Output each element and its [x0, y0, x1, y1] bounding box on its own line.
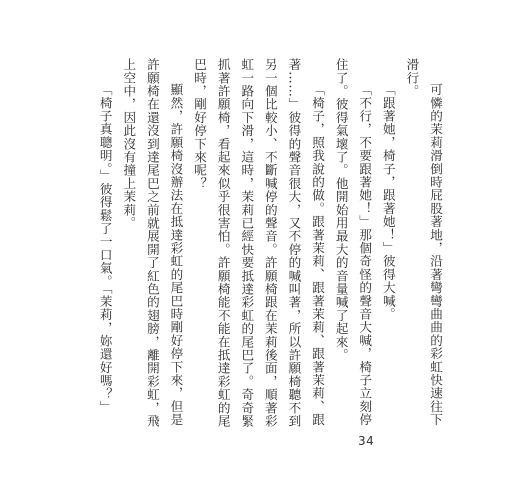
paragraph: 「椅子真聰明。」彼得鬆了一口氣。「茉莉，妳還好嗎？」 [97, 83, 113, 414]
paragraph: 可憐的茉莉滑倒時屁股著地，沿著彎彎曲曲的彩虹快速往下滑行。 [404, 58, 443, 427]
paragraph: 「不行，不要跟著她！」那個奇怪的聲音大喊，椅子立刻停住了。彼得氣壞了。他開始用最大的音量喊了起來。 [333, 58, 373, 427]
paragraph: 「跟著她，椅子，跟著她！」彼得大喊。 [380, 83, 396, 321]
paragraph: 顯然，許願椅沒辦法在抵達彩虹的尾巴時剛好停下來，但是許願椅在還沒到達尾巴之前就展開了紅色的翅膀，離開彩虹，飛上空中，因此沒有撞上茉莉。 [121, 58, 184, 428]
paragraph: 「椅子，照我說的做。跟著茉莉、跟著茉莉、跟著茉莉、跟著……」彼得的聲音很大，又不停的喊叫著，所以許願椅聽不到另一個比較小、不斷喊停的聲音。許願椅跟在茉莉後面，順著彩虹一路向下滑，這時，茉莉已經快要抵達彩虹的尾巴了。奇奇緊抓著許願椅，看起來似乎很害怕。許願椅能不能在抵達彩虹的尾巴時，剛好停下來呢？ [192, 58, 326, 428]
vertical-text-body [93, 58, 447, 436]
page-number: 34 [358, 434, 375, 448]
